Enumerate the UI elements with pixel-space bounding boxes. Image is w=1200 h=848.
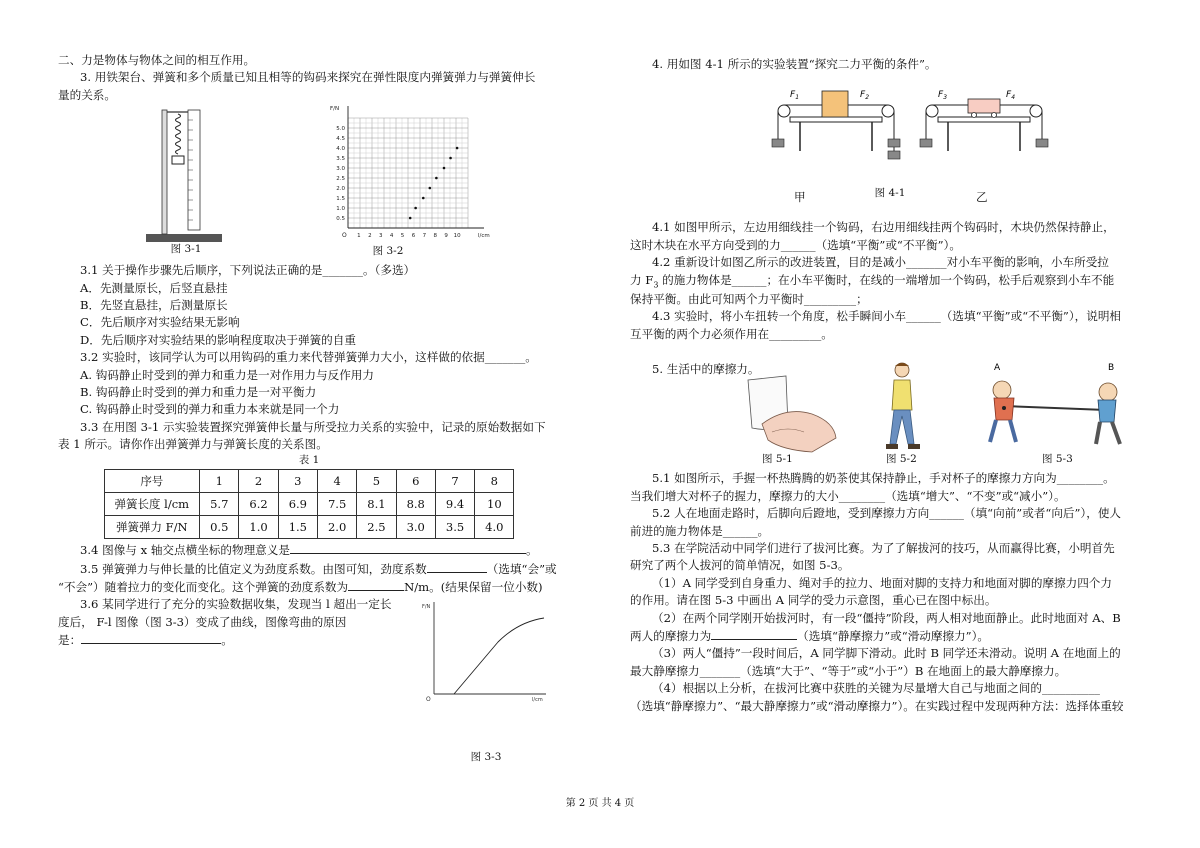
force-label: $F_4$ xyxy=(1006,90,1016,102)
apparatus-jia xyxy=(772,90,900,159)
q3-6-end: 。 xyxy=(221,633,233,648)
q3-4-text: 3.4 图像与 x 轴交点横坐标的物理意义是 xyxy=(80,543,290,558)
q3-6-line1: 3.6 某同学进行了充分的实验数据收集，发现当 l 超出一定长 xyxy=(80,597,392,612)
y-tick-label: 4.5 xyxy=(336,136,345,143)
q5-1-line1: 5.1 如图所示，手握一杯热腾腾的奶茶使其保持静止，手对杯子的摩擦力方向为________。 xyxy=(652,471,1115,486)
q3-1-option-a: A．先测量原长，后竖直悬挂 xyxy=(80,280,228,295)
figure-caption: 图 4-1 xyxy=(874,187,906,199)
q3-5-text: 3.5 弹簧弹力与伸长量的比值定义为劲度系数。由图可知，劲度系数 xyxy=(80,561,427,576)
q3-1-option-d: D．先后顺序对实验结果的影响程度取决于弹簧的自重 xyxy=(80,332,356,347)
table-cell: 7.5 xyxy=(317,493,356,516)
q5-3-1-line2: 的作用。请在图 5-3 中画出 A 同学的受力示意图，重心已在图中标出。 xyxy=(630,593,997,608)
x-tick-label: 6 xyxy=(411,233,416,240)
x-tick-label: 7 xyxy=(422,233,427,240)
x-tick-label: 9 xyxy=(444,233,448,240)
hand-holding-cup-figure xyxy=(742,366,838,458)
y-tick-label: 2.0 xyxy=(336,186,345,193)
q5-3-2-line1: （2）在两个同学刚开始拔河时，有一段“僵持”阶段，两人相对地面静止。此时地面对 A、B xyxy=(652,610,1121,625)
q5-3-line1: 5.3 在学院活动中同学们进行了拔河比赛。为了了解拔河的技巧，从而赢得比赛，小明首先 xyxy=(652,541,1115,555)
curved-force-length-graph xyxy=(420,598,550,702)
table-caption: 表 1 xyxy=(298,454,320,467)
spring-apparatus-figure xyxy=(144,106,224,244)
q5-3-4-line2: （选填“静摩擦力”、“最大静摩擦力”或“滑动摩擦力”）。在实践过程中发现两种方法：选择体重较 xyxy=(630,698,1124,713)
table-cell: 2.0 xyxy=(317,516,356,539)
x-tick-label: 1 xyxy=(357,233,361,240)
q4-2-line3: 保持平衡。由此可知两个力平衡时_________； xyxy=(630,291,868,306)
x-tick-label: 8 xyxy=(433,233,438,240)
y-tick-label: 5.0 xyxy=(336,126,345,133)
q4-3-line2: 互平衡的两个力必须作用在_________。 xyxy=(630,326,833,341)
answer-blank[interactable] xyxy=(348,578,404,591)
q5-3-2-line2 xyxy=(630,627,1140,645)
origin-label: O xyxy=(426,696,431,703)
q5-2-line1: 5.2 人在地面走路时，后脚向后蹬地，受到摩擦力方向______（填“向前”或者“向后”），使人 xyxy=(652,506,1122,521)
q3-1-question: 3.1 关于操作步骤先后顺序，下列说法正确的是_______。（多选） xyxy=(80,263,416,278)
q5-3-line2: 研究了两个人拔河的简单情况，如图 5-3。 xyxy=(630,558,850,573)
table-cell: 8.8 xyxy=(396,493,435,516)
x-tick-label: 5 xyxy=(400,233,405,240)
q3-2-option-b: B. 钩码静止时受到的弹力和重力是一对平衡力 xyxy=(80,384,317,399)
subscript: 3 xyxy=(653,279,659,289)
q5-3-2-text: 两人的摩擦力为 xyxy=(630,628,712,643)
table-cell: 9.4 xyxy=(435,493,474,516)
sub-figure-label-yi: 乙 xyxy=(976,190,988,205)
q5-3-3-line1: （3）两人“僵持”一段时间后，A 同学脚下滑动。此时 B 同学还未滑动。说明 A 在地面上的 xyxy=(652,646,1121,661)
q3-5-text: （选填“会”或 xyxy=(486,561,557,576)
y-tick-label: 1.0 xyxy=(336,206,345,213)
q3-2-option-c: C. 钩码静止时受到的弹力和重力本来就是同一个力 xyxy=(80,402,340,417)
data-point xyxy=(429,187,432,190)
section-title: 二、力是物体与物体之间的相互作用。 xyxy=(58,53,256,67)
q5-3-3-line2: 最大静摩擦力_______（选填“大于”、“等于”或“小于”）B 在地面上的最大静摩擦力。 xyxy=(630,663,1067,678)
force-label: $F_1$ xyxy=(790,90,800,102)
x-tick-label: 2 xyxy=(368,233,372,240)
table-cell: 2 xyxy=(239,470,278,493)
axis-label: F/N xyxy=(422,604,431,611)
data-point xyxy=(443,167,446,170)
table-cell: 3.0 xyxy=(396,516,435,539)
figure-caption: 图 3-2 xyxy=(372,245,404,258)
table-cell: 5 xyxy=(357,470,396,493)
q4-2-line1: 4.2 重新设计如图乙所示的改进装置，目的是减小_______对小车平衡的影响，小车所受拉 xyxy=(652,255,1109,270)
table-cell: 8.1 xyxy=(357,493,396,516)
y-tick-label: 4.0 xyxy=(336,146,345,153)
data-point xyxy=(409,217,412,220)
force-label: $F_3$ xyxy=(938,90,948,102)
force-length-grid-chart xyxy=(326,104,526,244)
q3-6-text: 是： xyxy=(58,633,82,648)
table-cell: 7 xyxy=(435,470,474,493)
table-row-header: 弹簧弹力 F/N xyxy=(104,516,200,539)
table-cell: 4 xyxy=(317,470,356,493)
page-footer: 第 2 页 共 4 页 xyxy=(565,798,635,809)
apparatus-yi xyxy=(920,90,1048,151)
q3-intro-line2: 量的关系。 xyxy=(58,87,116,102)
y-tick-label: 0.5 xyxy=(336,216,345,223)
q3-5-text: N/m。(结果保留一位小数) xyxy=(404,580,543,594)
q4-title: 4. 用如图 4-1 所示的实验装置“探究二力平衡的条件”。 xyxy=(652,57,937,71)
left-column xyxy=(58,52,560,763)
table-cell: 1.5 xyxy=(278,516,317,539)
table-row xyxy=(104,470,514,493)
table-row xyxy=(104,516,514,539)
tug-of-war-figure xyxy=(980,362,1130,454)
q4-1-line2: 这时木块在水平方向受到的力______（选填“平衡”或“不平衡”）。 xyxy=(630,237,961,252)
data-point xyxy=(456,147,459,150)
q3-2-option-a: A. 钩码静止时受到的弹力和重力是一对作用力与反作用力 xyxy=(80,367,374,382)
table-cell: 3.5 xyxy=(435,516,474,539)
data-point xyxy=(414,207,417,210)
answer-blank[interactable] xyxy=(427,560,487,573)
figure-caption: 图 5-2 xyxy=(886,453,917,466)
table-cell: 5.7 xyxy=(200,493,239,516)
table-cell: 1.0 xyxy=(239,516,278,539)
q3-2-question: 3.2 实验时，该同学认为可以用钩码的重力来代替弹簧弹力大小，这样做的依据_______。 xyxy=(80,350,537,365)
figures-3-1-3-2 xyxy=(58,104,560,260)
q5-1-line2: 当我们增大对杯子的握力，摩擦力的大小________（选填“增大”、“不变”或“减小”）。 xyxy=(630,488,1066,503)
q4-2-line2 xyxy=(630,272,1140,291)
table-cell: 6.9 xyxy=(278,493,317,516)
y-tick-label: 3.0 xyxy=(336,166,345,173)
right-column xyxy=(630,56,1140,715)
q3-3-line2: 表 1 所示。请你作出弹簧弹力与弹簧长度的关系图。 xyxy=(58,437,328,452)
force-label: $F_2$ xyxy=(860,90,870,102)
data-point xyxy=(422,197,425,200)
table-cell: 3 xyxy=(278,470,317,493)
table-cell: 10 xyxy=(475,493,514,516)
table-row-header: 序号 xyxy=(104,470,200,493)
answer-blank[interactable] xyxy=(711,627,797,640)
q5-3-2-text: （选填“静摩擦力”或“滑动摩擦力”）。 xyxy=(797,628,989,643)
figure-caption: 图 3-1 xyxy=(170,243,202,256)
y-tick-label: 3.5 xyxy=(336,156,345,163)
q5-3-1-line1: （1）A 同学受到自身重力、绳对手的拉力、地面对脚的支持力和地面对脚的摩擦力四个力 xyxy=(652,575,1112,590)
y-tick-label: 2.5 xyxy=(336,176,345,183)
balance-apparatus-figure xyxy=(760,77,1050,187)
table-row xyxy=(104,493,514,516)
figure-caption: 图 3-3 xyxy=(470,751,502,763)
figure-caption: 图 5-1 xyxy=(762,453,793,466)
person-label: B xyxy=(1108,363,1115,374)
figure-caption: 图 5-3 xyxy=(1042,453,1073,466)
table-cell: 0.5 xyxy=(200,516,239,539)
person-label: A xyxy=(994,363,1001,374)
q5-title: 5. 生活中的摩擦力。 xyxy=(652,362,760,377)
x-axis-label: l/cm xyxy=(478,233,490,240)
x-tick-label: 10 xyxy=(453,233,461,240)
table-cell: 6 xyxy=(396,470,435,493)
table-cell: 2.5 xyxy=(357,516,396,539)
q4-3-line1: 4.3 实验时，将小车扭转一个角度，松手瞬间小车______（选填“平衡”或“不平衡”），说明相 xyxy=(652,309,1122,324)
q5-2-line2: 前进的施力物体是______。 xyxy=(630,523,770,538)
table-row-header: 弹簧长度 l/cm xyxy=(104,493,200,516)
table-cell: 6.2 xyxy=(239,493,278,516)
data-table xyxy=(104,469,515,539)
q3-3-line1: 3.3 在用图 3-1 示实验装置探究弹簧伸长量与所受拉力关系的实验中，记录的原始数据如下 xyxy=(80,419,546,434)
data-point xyxy=(435,177,438,180)
x-tick-label: 4 xyxy=(389,233,394,240)
origin-label: O xyxy=(342,232,347,240)
q4-2-text: 力 F xyxy=(630,272,654,287)
q3-5-line1 xyxy=(58,560,560,578)
answer-blank[interactable] xyxy=(81,631,221,644)
data-point xyxy=(449,157,452,160)
table-cell: 1 xyxy=(200,470,239,493)
walking-person-figure xyxy=(880,360,924,454)
answer-blank[interactable] xyxy=(290,541,526,554)
x-tick-label: 3 xyxy=(378,233,383,240)
q3-1-option-b: B．先竖直悬挂，后测量原长 xyxy=(80,297,228,312)
table-cell: 4.0 xyxy=(475,516,514,539)
axis-label: l/cm xyxy=(532,697,543,703)
sub-figure-label-jia: 甲 xyxy=(794,190,806,205)
table-cell: 8 xyxy=(475,470,514,493)
q3-5-line2 xyxy=(58,578,560,596)
q4-2-text: 的施力物体是______；在小车平衡时，在线的一端增加一个钩码，松手后观察到小车不能 xyxy=(658,272,1115,287)
q3-4-end: 。 xyxy=(525,543,538,558)
q3-6-block xyxy=(58,596,560,716)
q3-1-option-c: C．先后顺序对实验结果无影响 xyxy=(80,315,240,330)
q4-1-line1: 4.1 如图甲所示，左边用细线挂一个钩码，右边用细线挂两个钩码时，木块仍然保持静止， xyxy=(652,220,1115,235)
q3-6-line2: 度后， F-l 图像（图 3-3）变成了曲线，图像弯曲的原因 xyxy=(58,614,347,629)
q3-intro-line1: 3. 用铁架台、弹簧和多个质量已知且相等的钩码来探究在弹性限度内弹簧弹力与弹簧伸长 xyxy=(80,70,536,85)
y-axis-label: F/N xyxy=(330,106,340,113)
q3-5-text: “不会”）随着拉力的变化而变化。这个弹簧的劲度系数为 xyxy=(58,580,349,594)
y-tick-label: 1.5 xyxy=(336,196,345,203)
q5-3-4-line1: （4）根据以上分析，在拔河比赛中获胜的关键为尽量增大自己与地面之间的__________ xyxy=(652,681,1100,696)
q3-4-question xyxy=(58,541,560,559)
